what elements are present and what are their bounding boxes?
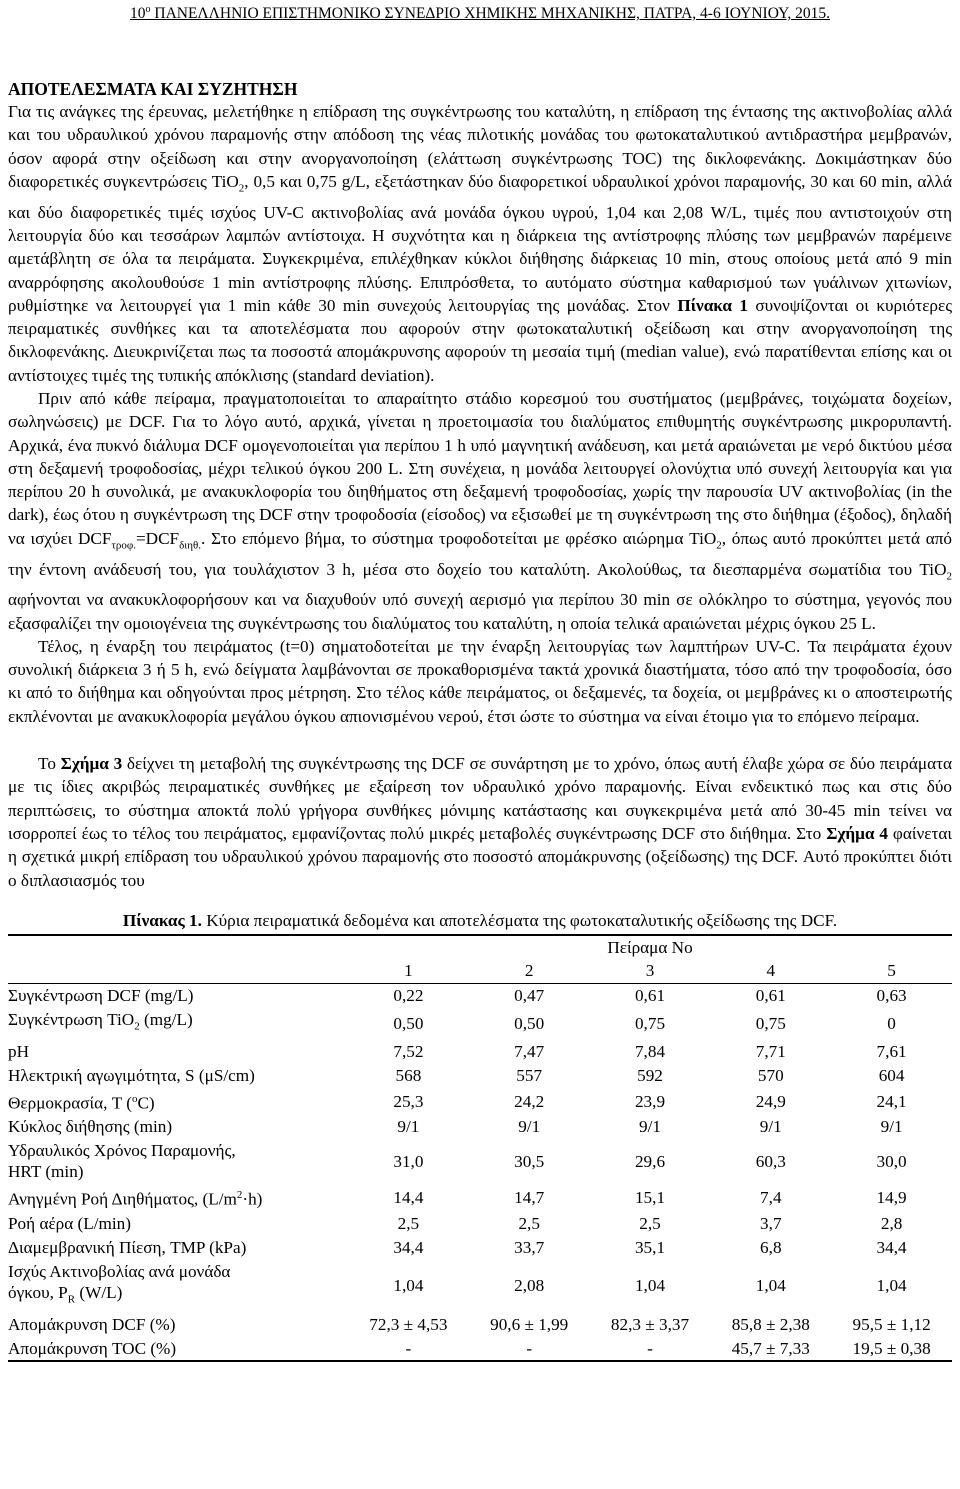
table-row: Απομάκρυνση DCF (%) 72,3 ± 4,53 90,6 ± 1,99 82,3 ± 3,37 85,8 ± 2,38 95,5 ± 1,12 xyxy=(8,1314,931,1334)
paragraph-4: Το Σχήμα 3 δείχνει τη μεταβολή της συγκέντρωσης της DCF σε συνάρτηση με το χρόνο, όπως αυτή έλαβε χώρα σε δύο πειράματα με τις ίδιες ακριβώς πειραματικές συνθήκες με εξαίρεση τον υδραυλικό χρόνο παραμονής. Είναι ενδεικτικό πως και στις δύο περιπτώσεις, το σύστημα αποκτά πολύ γρήγορα συνθήκες μόνιμης κατάστασης και συγκεκριμένα μετά από 30-45 min τείνει να ισορροπεί έως το τέλος του πειράματος, εμφανίζοντας πολύ μικρές μεταβολές συγκέντρωσης DCF στο διήθημα. Στο Σχήμα 4 φαίνεται η σχετικά μικρή επίδραση του υδραυλικού χρόνου παραμονής στο ποσοστό απομάκρυνσης (οξείδωσης) της DCF. Αυτό προκύπτει διότι ο διπλασιασμός του xyxy=(8,754,952,890)
figure-3-reference: Σχήμα 3 xyxy=(60,754,123,774)
conference-header: $10^o$ ΠΑΝΕΛΛΗΝΙΟ ΕΠΙΣΤΗΜΟΝΙΚΟ ΣΥΝΕΔΡΙΟ ΧΗΜΙΚΗΣ ΜΗΧΑΝΙΚΗΣ, ΠΑΤΡΑ, 4-6 ΙΟΥΝΙΟΥ, 2015. xyxy=(130,4,830,23)
main-content xyxy=(8,78,952,1362)
table-row: Κύκλος διήθησης (min) 9/1 9/1 9/1 9/1 9/1 xyxy=(8,1117,903,1137)
table-row: pH 7,52 7,47 7,84 7,71 7,61 xyxy=(8,1041,907,1061)
table-row: Ανηγμένη Ροή Διηθήματος, $(L/m^2\cdot h)$ 14,4 14,7 15,1 7,4 14,9 xyxy=(8,1188,907,1210)
table-caption: Πίνακας 1. Κύρια πειραματικά δεδομένα και αποτελέσματα της φωτοκαταλυτικής οξείδωσης της DCF. xyxy=(122,910,838,930)
table-col-header: 3 xyxy=(590,958,711,984)
table-group-header: Πείραμα No xyxy=(348,935,952,958)
table-row: Ροή αέρα (L/min) 2,5 2,5 2,5 3,7 2,8 xyxy=(8,1214,903,1234)
table-row: Συγκέντρωση DCF (mg/L) 0,22 0,47 0,61 0,61 0,63 xyxy=(8,986,907,1006)
table-row: Συγκέντρωση TiO$_2$ (mg/L) 0,50 0,50 0,75 0,75 0 xyxy=(8,1010,896,1034)
table-row: Ισχύς Ακτινοβολίας ανά μονάδα όγκου, $P_R$ (W/L) 1,04 2,08 1,04 1,04 1,04 xyxy=(8,1262,907,1306)
section-title: ΑΠΟΤΕΛΕΣΜΑΤΑ ΚΑΙ ΣΥΖΗΤΗΣΗ xyxy=(8,79,298,99)
table-row: Διαμεμβρανική Πίεση, TMP (kPa) 34,4 33,7 35,1 6,8 34,4 xyxy=(8,1238,907,1258)
table-col-header: 2 xyxy=(469,958,590,984)
paragraph-1: Για τις ανάγκες της έρευνας, μελετήθηκε η επίδραση της συγκέντρωσης του καταλύτη, η επίδραση της έντασης της ακτινοβολίας αλλά και του υδραυλικού χρόνου παραμονής στην απόδοση της νέας πιλοτικής μονάδας του φωτοκαταλυτικού αντιδραστήρα μεμβρανών, όσον αφορά στην οξείδωση και στην ανοργανοποίηση (ελάττωση συγκέντρωσης TOC) της δικλοφενάκης. Δοκιμάστηκαν δύο διαφορετικές συγκεντρώσεις TiO$_2$, 0,5 και 0,75 g/L, εξετάστηκαν δύο διαφορετικοί υδραυλικοί χρόνοι παραμονής, 30 και 60 min, αλλά και δύο διαφορετικές τιμές ισχύος UV-C ακτινοβολίας ανά μονάδα όγκου υγρού, 1,04 και 2,08 W/L, τιμές που αντιστοιχούν στη λειτουργία δύο και τεσσάρων λαμπών αντίστοιχα. Η συχνότητα και η διάρκεια της αντίστροφης πλύσης των μεμβρανών παρέμεινε αμετάβλητη σε όλα τα πειράματα. Συγκεκριμένα, επιλέχθηκαν κύκλοι διήθησης διάρκειας 10 min, στους οποίους μετά από 9 min αναρρόφησης ακολουθούσε 1 min αντίστροφης πλύσης. Επιπρόσθετα, το αυτόματο σύστημα καθαρισμού των γυάλινων χιτωνίων, ρυθμίστηκε να λειτουργεί για 1 min κάθε 30 min συνεχούς λειτουργίας της μονάδας. Στον Πίνακα 1 συνοψίζονται οι κυριότερες πειραματικές συνθήκες και τα αποτελέσματα που αφορούν στην φωτοκαταλυτική οξείδωση και στην ανοργανοποίηση της δικλοφενάκης. Διευκρινίζεται πως τα ποσοστά απομάκρυνσης αφορούν τη μεσαία τιμή (median value), ενώ παρατίθενται επίσης και οι αντίστοιχες τιμές της τυπικής απόκλισης (standard deviation). xyxy=(8,102,953,385)
table-col-header: 5 xyxy=(831,958,952,984)
table-row: Υδραυλικός Χρόνος Παραμονής, HRT (min) 31,0 30,5 29,6 60,3 30,0 xyxy=(8,1141,907,1182)
table-row: Ηλεκτρική αγωγιμότητα, S (μS/cm) 568 557 592 570 604 xyxy=(8,1065,905,1085)
paragraph-3: Τέλος, η έναρξη του πειράματος (t=0) σηματοδοτείται με την έναρξη λειτουργίας των λαμπτήρων UV-C. Τα πειράματα έχουν συνολική διάρκεια 3 ή 5 h, ενώ δείγματα λαμβάνονται σε προκαθορισμένα τακτά χρονικά διαστήματα, τόσο από την τροφοδοσία, όσο κι από το διήθημα και οδηγούνται προς μέτρηση. Στο τέλος κάθε πειράματος, οι δεξαμενές, τα δοχεία, οι μεμβράνες κι ο αποστειρωτής εκπλένονται με ανακυκλοφορία μεγάλου όγκου απιονισμένου νερού, έτσι ώστε το σύστημα να είναι έτοιμο για το επόμενο πείραμα. xyxy=(8,636,952,726)
table-reference: Πίνακα 1 xyxy=(677,295,748,315)
results-table xyxy=(8,934,952,1362)
table-row: Θερμοκρασία, T ($^o$C) 25,3 24,2 23,9 24,9 24,1 xyxy=(8,1091,907,1113)
paragraph-2: Πριν από κάθε πείραμα, πραγματοποιείται το απαραίτητο στάδιο κορεσμού του συστήματος (μεμβράνες, τοιχώματα δοχείων, σωληνώσεις) με DCF. Για το λόγο αυτό, αρχικά, γίνεται η προετοιμασία του διαλύματος επιθυμητής συγκέντρωσης μικρορυπαντή. Αρχικά, ένα πυκνό διάλυμα DCF ομογενοποιείται για περίπου 1 h υπό μαγνητική ανάδευση, και μετά αραιώνεται με νερό δικτύου μέσα στη δεξαμενή τροφοδοσίας, μέχρι τελικού όγκου 200 L. Στη συνέχεια, η μονάδα λειτουργεί ολονύχτια υπό συνεχή λειτουργία και για περίπου 20 h συνολικά, με ανακυκλοφορία του διηθήματος στη δεξαμενή τροφοδοσίας, χωρίς την παρουσία UV ακτινοβολίας (in the dark), έως ότου η συγκέντρωση της DCF στην τροφοδοσία (είσοδος) να εξισωθεί με τη συγκέντρωση της στο διήθημα (έξοδος), δηλαδή να ισχύει $DCF_{\tau\rho o\varphi.}=DCF_{\delta\iota\eta\theta.}$. Στο επόμενο βήμα, το σύστημα τροφοδοτείται με φρέσκο αιώρημα TiO$_2$, όπως αυτό προκύπτει μετά από την έντονη ανάδευσή του, για τουλάχιστον 3 h, μέσα στο δοχείο του καταλύτη. Ακολούθως, τα διεσπαρμένα σωματίδια του TiO$_2$ αφήνονται να ανακυκλοφορήσουν και να διαχυθούν υπό συνεχή αερισμό για περίπου 30 min σε ολόκληρο το σύστημα, γεγονός που εξασφαλίζει την ομοιογένεια της συγκέντρωσης του διαλύματος του καταλύτη, η οποία τελικά αραιώνεται μέχρις όγκου 25 L. xyxy=(8,389,952,633)
table-row: Απομάκρυνση TOC (%) - - - 45,7 ± 7,33 19,5 ± 0,38 xyxy=(8,1336,952,1361)
table-col-header: 1 xyxy=(348,958,469,984)
figure-4-reference: Σχήμα 4 xyxy=(826,823,888,843)
table-col-header: 4 xyxy=(710,958,831,984)
